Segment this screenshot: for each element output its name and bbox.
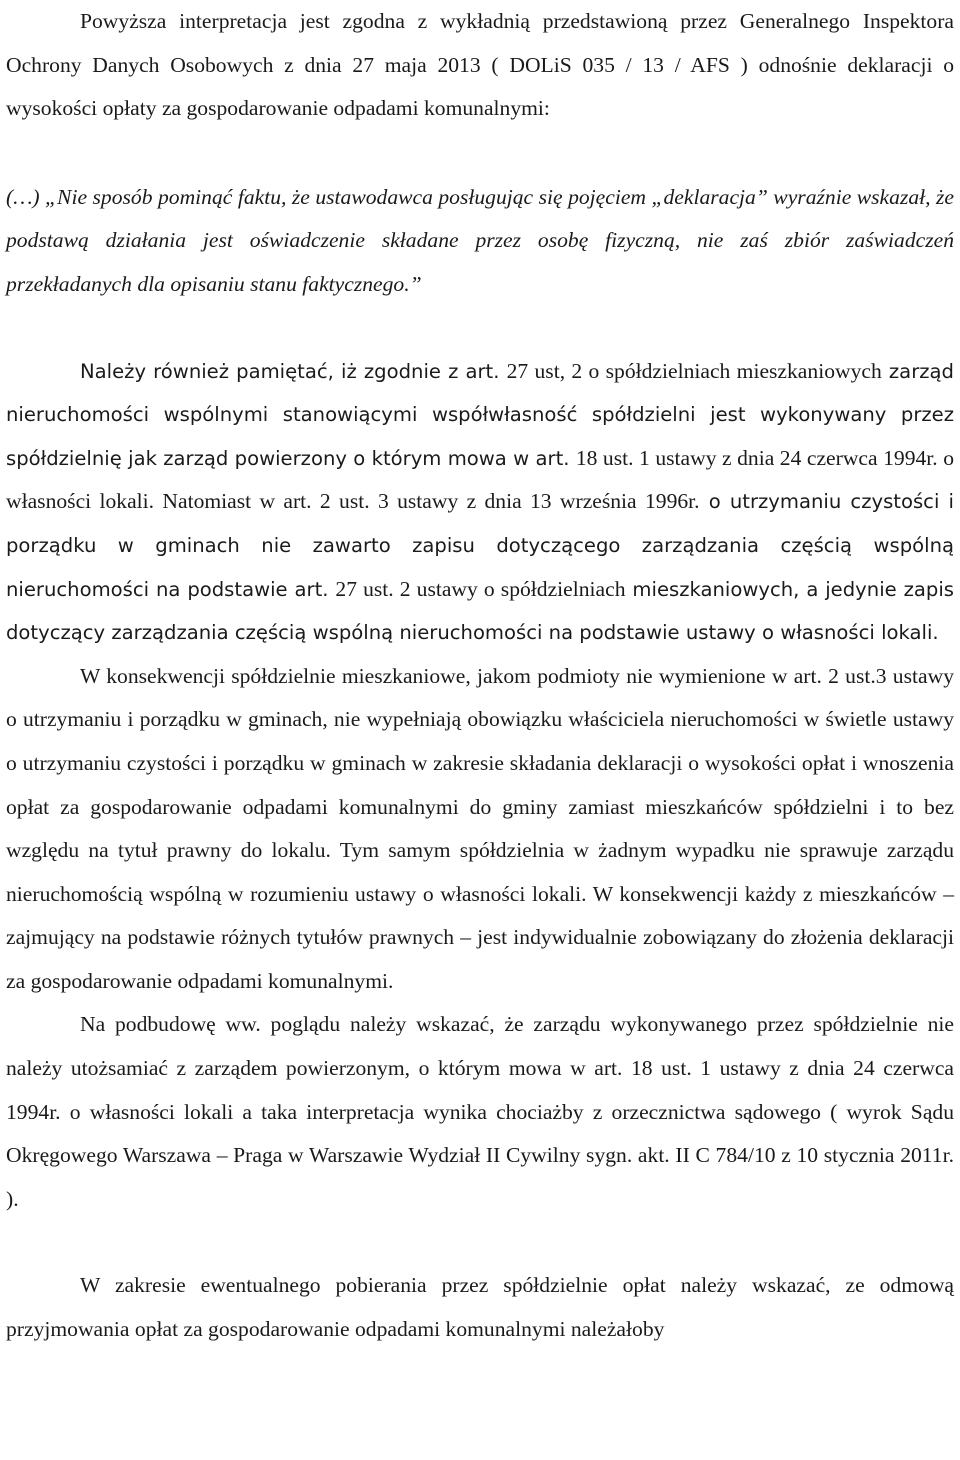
paragraph-consequence: W konsekwencji spółdzielnie mieszkaniowe, jakom podmioty nie wymienione w art. 2 ust.3 ustawy o utrzymaniu i porządku w gminach, nie wypełniają obowiązku właściciela nieruchomości w świetle ustawy o utrzymaniu czystości i porządku w gminach w zakresie składania deklaracji o wysokości opłat i wnoszenia opłat za gospodarowanie odpadami komunalnymi do gminy zamiast mieszkańców spółdzielni i to bez względu na tytuł prawny do lokalu. Tym samym spółdzielnia w żadnym wypadku nie sprawuje zarządu nieruchomością wspólną w rozumieniu ustawy o własności lokali. W konsekwencji każdy z mieszkańców – zajmujący na podstawie różnych tytułów prawnych – jest indywidualnie zobowiązany do złożenia deklaracji za gospodarowanie odpadami komunalnymi.: [6, 663, 954, 993]
text-run: 27 ust, 2 o spółdzielniach mieszkaniowych: [506, 358, 882, 383]
paragraph-intro: Powyższa interpretacja jest zgodna z wykładnią przedstawioną przez Generalnego Inspektora Ochrony Danych Osobowych z dnia 27 maja 2013 ( DOLiS 035 / 13 / AFS ) odnośnie deklaracji o wysokości opłaty za gospodarowanie odpadami komunalnymi:: [6, 9, 954, 121]
text-run: 18 ust. 1 ustawy z dnia 24 czerwca 1994r. o własności lokali. Natomiast w art. 2 ust. 3 ustawy z dnia 13 września 1996r.: [6, 445, 954, 514]
paragraph-cooperative-law: [6, 350, 954, 655]
text-run: 27 ust. 2 ustawy o spółdzielniach: [335, 576, 626, 601]
text-run: o utrzymaniu czystości i porządku w gminach nie zawarto zapisu dotyczącego zarządzania częścią wspólną nieruchomości na podstawie art.: [6, 490, 954, 601]
paragraph-quote: (…) „Nie sposób pominąć faktu, że ustawodawca posługując się pojęciem „deklaracja” wyraźnie wskazał, że podstawą działania jest oświadczenie składane przez osobę fizyczną, nie zaś zbiór zaświadczeń przekładanych dla opisaniu stanu faktycznego.”: [6, 184, 954, 296]
document-page: [6, 0, 954, 1352]
paragraph-fees: W zakresie ewentualnego pobierania przez spółdzielnie opłat należy wskazać, ze odmową przyjmowania opłat za gospodarowanie odpadami komunalnymi należałoby: [6, 1273, 954, 1342]
text-run: mieszkaniowych, a jedynie zapis dotyczący zarządzania częścią wspólną nieruchomości na podstawie ustawy o własności lokali.: [6, 577, 954, 645]
text-run: zarząd nieruchomości wspólnymi stanowiącymi współwłasność spółdzielni jest wykonywany przez spółdzielnię jak zarząd powierzony o którym mowa w art.: [6, 359, 954, 470]
paragraph-support: Na podbudowę ww. poglądu należy wskazać, że zarządu wykonywanego przez spółdzielnie nie należy utożsamiać z zarządem powierzonym, o którym mowa w art. 18 ust. 1 ustawy z dnia 24 czerwca 1994r. o własności lokali a taka interpretacja wynika chociażby z orzecznictwa sądowego ( wyrok Sądu Okręgowego Warszawa – Praga w Warszawie Wydział II Cywilny sygn. akt. II C 784/10 z 10 stycznia 2011r. ).: [6, 1012, 954, 1211]
text-run: Należy również pamiętać, iż zgodnie z art.: [80, 359, 507, 383]
